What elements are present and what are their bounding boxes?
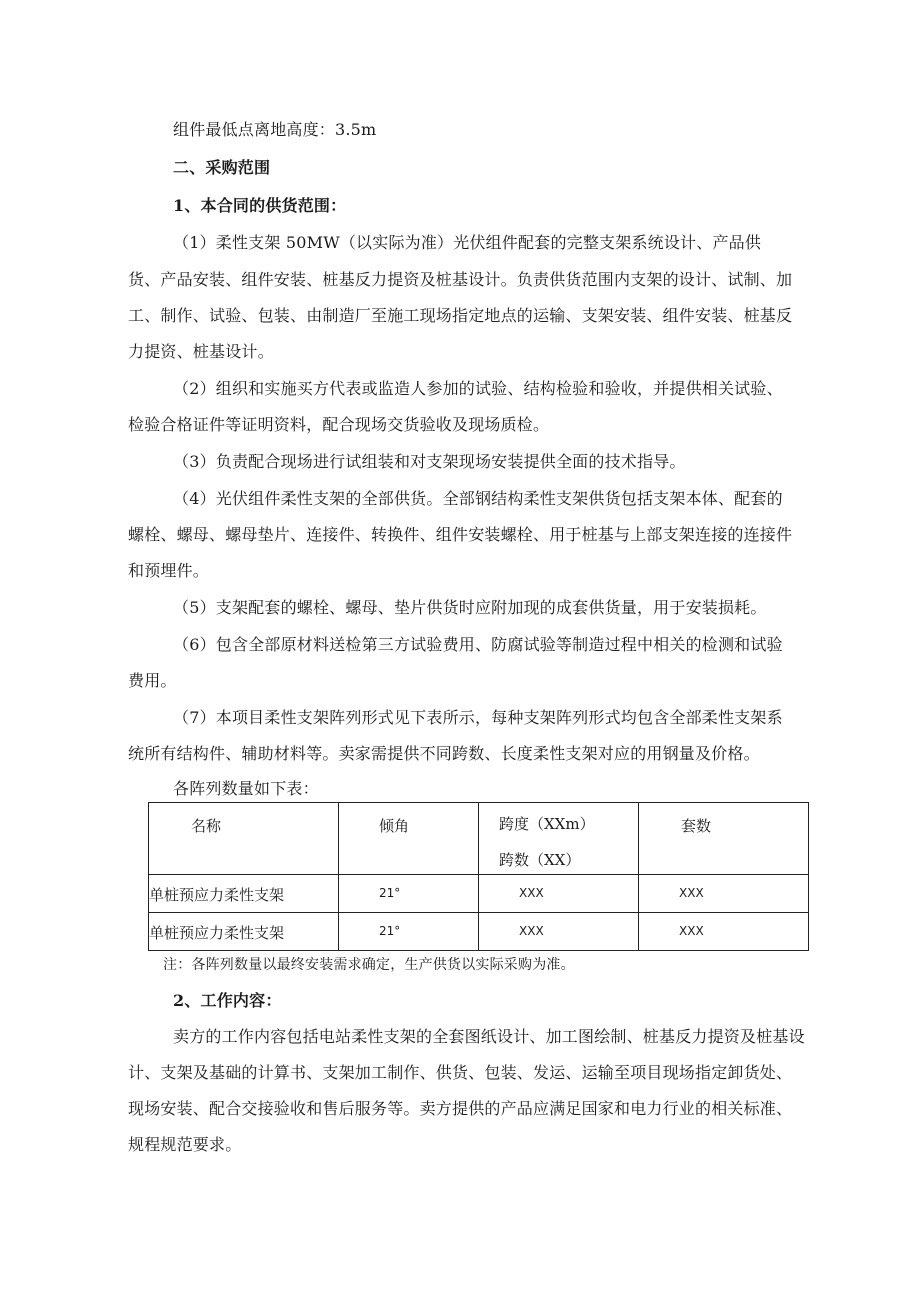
paragraph-4-line-2: 螺栓、螺母、螺母垫片、连接件、转换件、组件安装螺栓、用于桩基与上部支架连接的连接件 — [128, 525, 793, 544]
row-1-name-cell — [149, 875, 339, 913]
header-span-length: 跨度（XXm） — [499, 815, 595, 833]
header-angle: 倾角 — [379, 817, 410, 835]
paragraph-6-line-1: （6）包含全部原材料送检第三方试验费用、防腐试验等制造过程中相关的检测和试验 — [173, 635, 783, 654]
paragraph-3-line-1: （3）负责配合现场进行试组装和对支架现场安装提供全面的技术指导。 — [173, 452, 686, 471]
header-sets-cell — [639, 803, 809, 875]
row-2-angle-cell — [339, 913, 479, 951]
work-paragraph-line-3: 现场安装、配合交接验收和售后服务等。卖方提供的产品应满足国家和电力行业的相关标准、 — [128, 1099, 793, 1118]
table-row — [149, 913, 809, 951]
row-1-name: 单桩预应力柔性支架 — [149, 886, 285, 904]
header-span-count: 跨数（XX） — [499, 851, 581, 869]
paragraph-2-line-1: （2）组织和实施买方代表或监造人参加的试验、结构检验和验收，并提供相关试验、 — [173, 379, 783, 398]
paragraph-4-line-1: （4）光伏组件柔性支架的全部供货。全部钢结构柔性支架供货包括支架本体、配套的 — [173, 489, 783, 508]
paragraph-1-line-3: 工、制作、试验、包装、由制造厂至施工现场指定地点的运输、支架安装、组件安装、桩基反 — [128, 306, 793, 325]
work-paragraph-line-4: 规程规范要求。 — [128, 1135, 242, 1154]
header-sets: 套数 — [681, 817, 712, 835]
paragraph-5-line-1: （5）支架配套的螺栓、螺母、垫片供货时应附加现的成套供货量，用于安装损耗。 — [173, 598, 767, 617]
paragraph-1-line-4: 力提资、桩基设计。 — [128, 342, 274, 361]
subsection-heading-work-content: 2、工作内容： — [173, 991, 282, 1010]
table-row — [149, 875, 809, 913]
table-note: 注：各阵列数量以最终安装需求确定，生产供货以实际采购为准。 — [163, 957, 575, 973]
row-2-name-cell — [149, 913, 339, 951]
paragraph-7-line-2: 统所有结构件、辅助材料等。卖家需提供不同跨数、长度柔性支架对应的用钢量及价格。 — [128, 744, 760, 763]
paragraph-1-line-2: 货、产品安装、组件安装、桩基反力提资及桩基设计。负责供货范围内支架的设计、试制、加 — [128, 270, 793, 289]
row-2-span-cell — [479, 913, 639, 951]
row-1-angle: 21° — [379, 886, 401, 900]
table-header-row — [149, 803, 809, 875]
min-height-line: 组件最低点离地高度：3.5m — [173, 120, 377, 139]
row-1-sets-cell — [639, 875, 809, 913]
row-2-sets-cell — [639, 913, 809, 951]
header-name: 名称 — [191, 817, 222, 835]
section-heading-procurement-scope: 二、采购范围 — [173, 158, 271, 177]
work-paragraph-line-1: 卖方的工作内容包括电站柔性支架的全套图纸设计、加工图绘制、桩基反力提资及桩基设 — [173, 1027, 805, 1046]
row-2-span: XXX — [519, 924, 544, 938]
row-2-sets: XXX — [679, 924, 704, 938]
row-1-span-cell — [479, 875, 639, 913]
row-1-sets: XXX — [679, 886, 704, 900]
paragraph-4-line-3: 和预埋件。 — [128, 561, 210, 580]
header-span-cell — [479, 803, 639, 875]
paragraph-6-line-2: 费用。 — [128, 671, 177, 690]
paragraph-7-line-1: （7）本项目柔性支架阵列形式见下表所示，每种支架阵列形式均包含全部柔性支架系 — [173, 708, 783, 727]
table-caption: 各阵列数量如下表： — [173, 779, 319, 798]
subsection-heading-supply-scope: 1、本合同的供货范围： — [173, 196, 347, 215]
row-2-angle: 21° — [379, 924, 401, 938]
header-angle-cell — [339, 803, 479, 875]
row-1-angle-cell — [339, 875, 479, 913]
array-quantity-table — [148, 802, 809, 951]
header-name-cell — [149, 803, 339, 875]
work-paragraph-line-2: 计、支架及基础的计算书、支架加工制作、供货、包装、发运、运输至项目现场指定卸货处、 — [128, 1063, 793, 1082]
row-2-name: 单桩预应力柔性支架 — [149, 924, 285, 942]
paragraph-1-line-1: （1）柔性支架 50MW（以实际为准）光伏组件配套的完整支架系统设计、产品供 — [173, 233, 762, 252]
paragraph-2-line-2: 检验合格证件等证明资料，配合现场交货验收及现场质检。 — [128, 415, 550, 434]
row-1-span: XXX — [519, 886, 544, 900]
